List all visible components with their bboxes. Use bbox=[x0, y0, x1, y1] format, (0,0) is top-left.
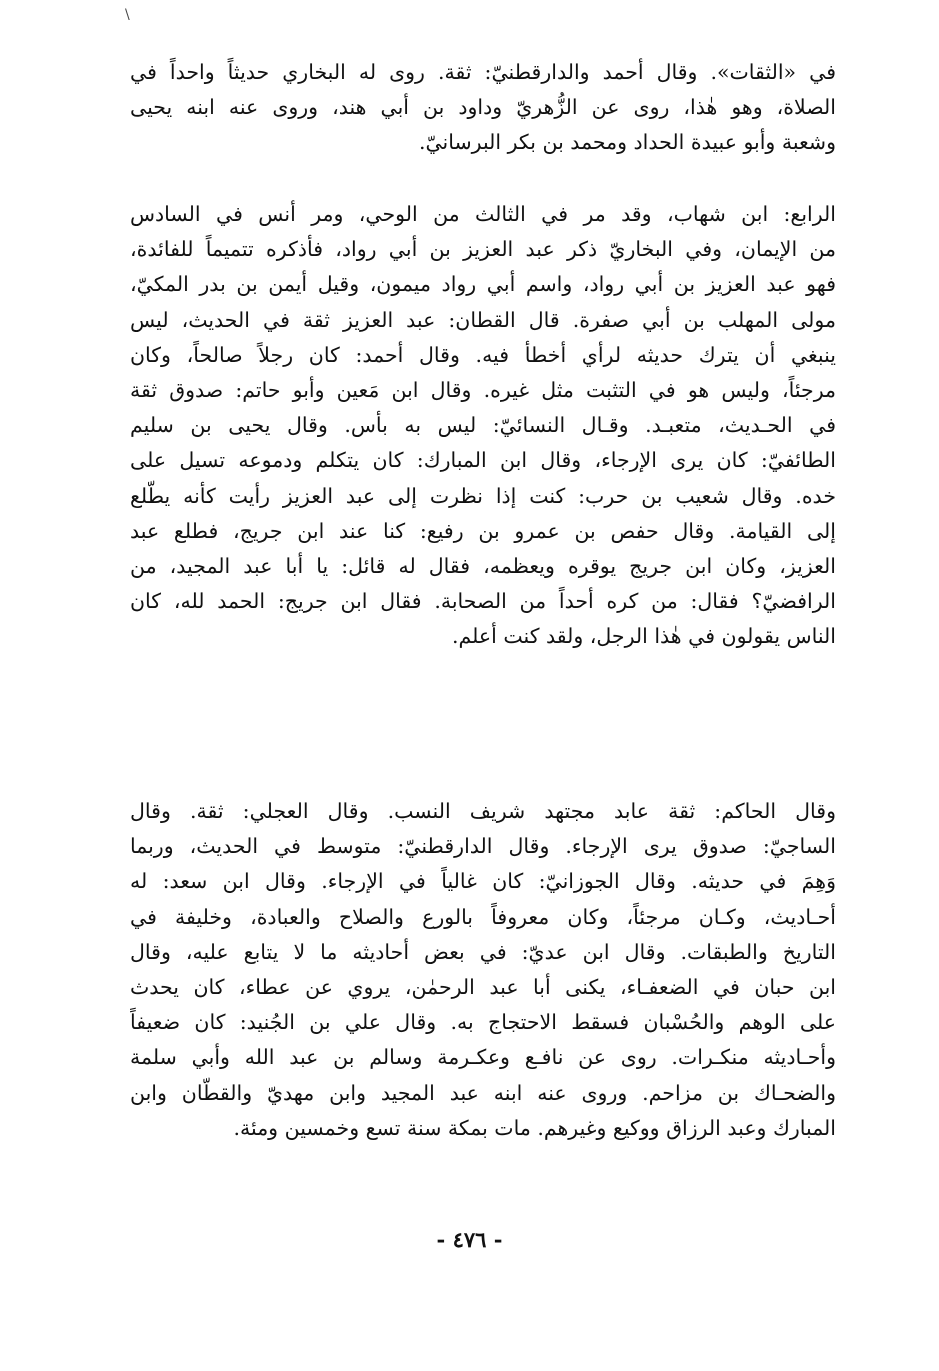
text-line: ينبغي أن يترك حديثه لرأي أخطأ فيه. وقال أحمد: كان رجلاً صالحاً، وكان bbox=[130, 342, 836, 367]
text-line: إلى القيامة. وقال حفص بن عمرو بن رفيع: كنا عند ابن جريج، فطلع عبد bbox=[130, 518, 836, 543]
text-line: مولى المهلب بن أبي صفرة. قال القطان: عبد العزيز ثقة في الحديث، ليس bbox=[130, 307, 836, 332]
text-line: خده. وقال شعيب بن حرب: كنت إذا نظرت إلى عبد العزيز رأيت كأنه يطّلع bbox=[130, 483, 836, 508]
paragraph-1 bbox=[130, 55, 836, 161]
page-number: - ٤٧٦ - bbox=[436, 1227, 503, 1252]
text-line: أحـاديث، وكـان مرجئاً، وكان معروفاً بالورع والصلاح والعبادة، وخليفة في bbox=[130, 904, 836, 929]
text-line: وقال الحاكم: ثقة عابد مجتهد شريف النسب. وقال العجلي: ثقة. وقال bbox=[130, 799, 836, 823]
text-line: الناس يقولون في هٰذا الرجل، ولقد كنت أعلم. bbox=[451, 624, 836, 649]
text-line: وشعبة وأبو عبيدة الحداد ومحمد بن بكر البرسانيّ. bbox=[418, 130, 836, 155]
text-line: ابن حبان في الضعفـاء، يكنى أبا عبد الرحمٰن، يروي عن عطاء، كان يحدث bbox=[130, 974, 836, 999]
text-line: من الإيمان، وفي البخاريّ ذكر عبد العزيز بن أبي رواد، فأذكره تتميماً للفائدة، bbox=[130, 237, 836, 262]
text-line: الرافضيّ؟ فقال: من كره أحداً من الصحابة. فقال ابن جريج: الحمد لله، كان bbox=[130, 589, 836, 614]
scan-mark: \ bbox=[125, 7, 130, 23]
text-line: وأحـاديثه منكـرات. روى عن نافـع وعكـرمة وسالم بن عبد الله وأبي سلمة bbox=[130, 1045, 836, 1070]
text-line: فهو عبد العزيز بن أبي رواد، واسم أبي رواد ميمون، وقيل أيمن بن بدر المكيّ، bbox=[130, 272, 836, 297]
text-line: في «الثقات». وقال أحمد والدارقطنيّ: ثقة. روى له البخاري حديثاً واحداً في bbox=[130, 60, 836, 84]
text-line: التاريخ والطبقات. وقال ابن عديّ: في بعض أحاديثه ما لا يتابع عليه، وقال bbox=[130, 939, 836, 964]
paragraph-2 bbox=[130, 197, 836, 654]
text-line: على الوهم والحُسْبان فسقط الاحتجاج به. وقال علي بن الجُنيد: كان ضعيفاً bbox=[130, 1010, 836, 1035]
text-line: مرجئاً، وليس هو في التثبت مثل غيره. وقال ابن مَعين وأبو حاتم: صدوق ثقة bbox=[130, 377, 836, 402]
text-line: وَهِمَ في حديثه. وقال الجوزانيّ: كان غالياً في الإرجاء. وقال ابن سعد: له bbox=[130, 869, 836, 894]
text-line: العزيز، وكان ابن جريج يوقره ويعظمه، فقال له قائل: يا أبا عبد المجيد، من bbox=[130, 553, 836, 578]
text-line: والضحـاك بن مزاحم. وروى عنه ابنه عبد المجيد وابن مهديّ والقطّان وابن bbox=[130, 1080, 836, 1105]
text-line: في الحـديث، متعبـد. وقـال النسائيّ: ليس به بأس. وقال يحيى بن سليم bbox=[130, 413, 836, 438]
text-line: الرابع: ابن شهاب، وقد مر في الثالث من الوحي، ومر أنس في السادس bbox=[130, 202, 836, 226]
text-line: المبارك وعبد الرزاق ووكيع وغيرهم. مات بمكة سنة تسع وخمسين ومئة. bbox=[233, 1115, 836, 1140]
paragraph-3 bbox=[130, 794, 836, 1146]
text-line: الصلاة، وهو هٰذا، روى عن الزُّهريّ وداود بن أبي هند، وروى عنه ابنه يحيى bbox=[130, 95, 836, 120]
text-line: الطائفيّ: كان يرى الإرجاء، وقال ابن المبارك: كان يتكلم ودموعه تسيل على bbox=[130, 448, 836, 473]
text-line: الساجيّ: صدوق يرى الإرجاء. وقال الدارقطنيّ: متوسط في الحديث، وربما bbox=[130, 834, 836, 859]
